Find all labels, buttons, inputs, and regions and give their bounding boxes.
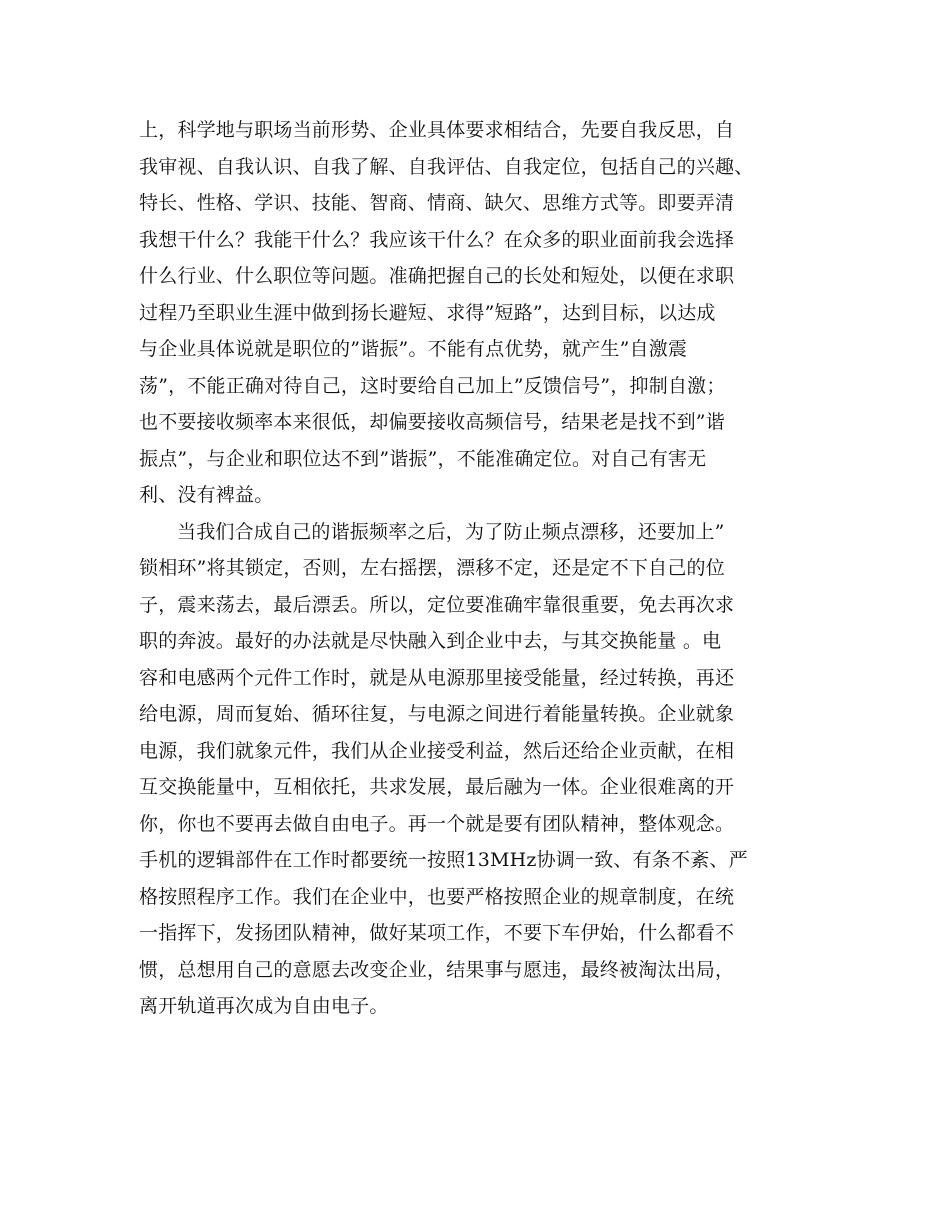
text-line: 你，你也不要再去做自由电子。再一个就是要有团队精神，整体观念。	[139, 812, 735, 835]
text-line: 锁相环”将其锁定，否则，左右摇摆，漂移不定，还是定不下自己的位	[139, 557, 725, 579]
text-line: 给电源，周而复始、循环往复，与电源之间进行着能量转换。企业就象	[139, 703, 735, 725]
text-line: 也不要接收频率本来很低，却偏要接收高频信号，结果老是找不到”谐	[139, 411, 725, 433]
text-line: 格按照程序工作。我们在企业中，也要严格按照企业的规章制度，在统	[139, 885, 735, 908]
text-line: 容和电感两个元件工作时，就是从电源那里接受能量，经过转换，再还	[139, 666, 735, 689]
text-line: 惯，总想用自己的意愿去改变企业，结果事与愿违，最终被淘汰出局，	[139, 958, 735, 981]
text-line-first: 当我们合成自己的谐振频率之后，为了防止频点漂移，还要加上”	[177, 520, 725, 543]
text-line: 与企业具体说就是职位的”谐振”。不能有点优势，就产生”自激震	[139, 338, 688, 360]
text-line: 利、没有裨益。	[139, 484, 274, 506]
paragraph-1	[139, 112, 829, 514]
text-line: 特长、性格、学识、技能、智商、情商、缺欠、思维方式等。即要弄清	[139, 192, 735, 214]
text-line: 离开轨道再次成为自由电子。	[139, 995, 389, 1017]
text-line: 电源，我们就象元件，我们从企业接受利益，然后还给企业贡献，在相	[139, 739, 735, 762]
document-body	[139, 112, 829, 1025]
text-line: 振点”，与企业和职位达不到”谐振”，不能准确定位。对自己有害无	[139, 447, 707, 470]
text-line: 什么行业、什么职位等问题。准确把握自己的长处和短处，以便在求职	[139, 265, 735, 287]
text-line: 我想干什么？我能干什么？我应该干什么？在众多的职业面前我会选择	[139, 228, 735, 251]
text-line: 一指挥下，发扬团队精神，做好某项工作，不要下车伊始，什么都看不	[139, 922, 735, 944]
text-line: 子，震来荡去，最后漂丢。所以，定位要准确牢靠很重要，免去再次求	[139, 593, 735, 616]
text-line: 互交换能量中，互相依托，共求发展，最后融为一体。企业很难离的开	[139, 776, 735, 798]
text-line: 荡”，不能正确对待自己，这时要给自己加上”反馈信号”，抑制自激；	[139, 374, 726, 397]
text-line: 职的奔波。最好的办法就是尽快融入到企业中去，与其交换能量 。电	[139, 630, 722, 652]
text-line: 上，科学地与职场当前形势、企业具体要求相结合，先要自我反思，自	[139, 119, 735, 141]
text-line: 手机的逻辑部件在工作时都要统一按照13MHz协调一致、有条不紊、严	[139, 849, 748, 871]
paragraph-2	[139, 514, 829, 1025]
text-line: 我审视、自我认识、自我了解、自我评估、自我定位，包括自己的兴趣、	[139, 155, 754, 178]
text-line: 过程乃至职业生涯中做到扬长避短、求得”短路”，达到目标，以达成	[139, 301, 716, 324]
